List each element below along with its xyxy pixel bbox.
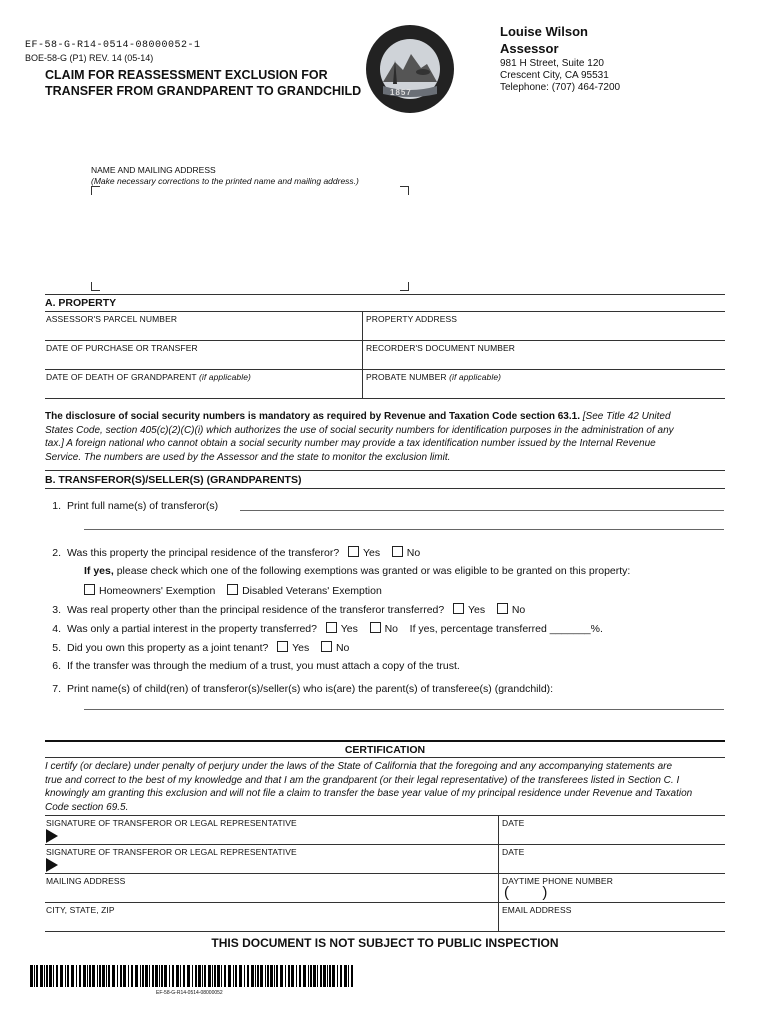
divider: [45, 398, 725, 399]
form-title-line2: TRANSFER FROM GRANDPARENT TO GRANDCHILD: [45, 84, 362, 98]
question-7: 7. Print name(s) of child(ren) of transferor(s)/seller(s) who is(are) the parent(s) of transferee(s) (grandchild):: [52, 683, 554, 695]
probate-number-label: PROBATE NUMBER (if applicable): [366, 372, 502, 382]
barcode-bar: [303, 965, 306, 987]
barcode-bar: [108, 965, 110, 987]
barcode-bar: [221, 965, 222, 987]
homeowners-exemption-checkbox[interactable]: [84, 584, 95, 595]
mailing-address-label: NAME AND MAILING ADDRESS: [91, 165, 216, 175]
barcode-bar: [344, 965, 347, 987]
barcode-bar: [198, 965, 201, 987]
question-5: 5. Did you own this property as a joint tenant? Yes No: [52, 642, 350, 654]
ssn-disclosure: The disclosure of social security numbers is mandatory as required by Revenue and Taxation Code section 63.1. [See Title 42 United States Code, section 405(c)(2)(C)(i) which authorizes the use of social security numbers for identification purposes in the administration of any tax.] A foreign national who cannot obtain a social security number may provide a tax identification number issued by the Internal Revenue Service. The numbers are used by the Assessor and the state to monitor the exclusion limit.: [45, 411, 674, 463]
barcode-bar: [36, 965, 38, 987]
date-2-label: DATE: [502, 847, 525, 857]
barcode-bar: [46, 965, 48, 987]
transferor-name-line-2[interactable]: [84, 529, 724, 530]
barcode-bar: [255, 965, 256, 987]
date-2-field[interactable]: [502, 858, 722, 872]
barcode-bar: [79, 965, 81, 987]
barcode-bar: [76, 965, 77, 987]
probate-number-field[interactable]: [366, 383, 722, 397]
barcode-bar: [239, 965, 242, 987]
barcode-bar: [183, 965, 185, 987]
mailing-corner-bl: [91, 282, 100, 291]
barcode-bar: [332, 965, 335, 987]
mailing-corner-tr: [400, 186, 409, 195]
barcode-bar: [149, 965, 150, 987]
barcode-bar: [176, 965, 179, 987]
disabled-veterans-exemption-checkbox[interactable]: [227, 584, 238, 595]
barcode-bar: [267, 965, 269, 987]
section-b-title: B. TRANSFEROR(S)/SELLER(S) (GRANDPARENTS): [45, 474, 302, 486]
barcode-bar: [313, 965, 316, 987]
barcode-bar: [34, 965, 35, 987]
assessor-address-line1: 981 H Street, Suite 120: [500, 58, 604, 69]
city-state-zip-label: CITY, STATE, ZIP: [46, 905, 115, 915]
email-address-label: EMAIL ADDRESS: [502, 905, 572, 915]
q3-no-checkbox[interactable]: [497, 603, 508, 614]
barcode-bar: [247, 965, 249, 987]
barcode-bar: [60, 965, 63, 987]
barcode-bar: [102, 965, 105, 987]
barcode-bar: [329, 965, 331, 987]
form-title-line1: CLAIM FOR REASSESSMENT EXCLUSION FOR: [45, 68, 328, 82]
question-2-exemptions: Homeowners' Exemption Disabled Veterans' Exemption: [84, 584, 382, 597]
q5-yes-checkbox[interactable]: [277, 641, 288, 652]
barcode-bar: [152, 965, 154, 987]
barcode-bar: [296, 965, 297, 987]
barcode-bar: [67, 965, 69, 987]
barcode-bar: [92, 965, 95, 987]
barcode: [30, 965, 356, 987]
barcode-bar: [40, 965, 43, 987]
divider: [45, 340, 725, 341]
question-2: 2. Was this property the principal residence of the transferor? Yes No: [52, 547, 421, 559]
q4-percentage-transferred[interactable]: If yes, percentage transferred _______%.: [409, 623, 603, 635]
date-of-death-label: DATE OF DEATH OF GRANDPARENT (if applicable): [46, 372, 251, 382]
date-of-death-field[interactable]: [46, 383, 360, 397]
barcode-bar: [30, 965, 33, 987]
barcode-bar: [265, 965, 266, 987]
barcode-bar: [327, 965, 328, 987]
assessor-phone: Telephone: (707) 464-7200: [500, 82, 621, 93]
section-a-title: A. PROPERTY: [45, 297, 117, 309]
barcode-bar: [224, 965, 226, 987]
barcode-bar: [251, 965, 254, 987]
barcode-bar: [120, 965, 122, 987]
barcode-bar: [288, 965, 290, 987]
barcode-bar: [71, 965, 74, 987]
barcode-bar: [44, 965, 45, 987]
barcode-bar: [308, 965, 309, 987]
barcode-bar: [192, 965, 193, 987]
barcode-bar: [257, 965, 259, 987]
city-state-zip-field[interactable]: [46, 916, 494, 930]
signature-2-label: SIGNATURE OF TRANSFEROR OR LEGAL REPRESENTATIVE: [46, 847, 297, 857]
public-inspection-notice: THIS DOCUMENT IS NOT SUBJECT TO PUBLIC INSPECTION: [211, 936, 559, 950]
q4-yes-checkbox[interactable]: [326, 622, 337, 633]
barcode-bar: [244, 965, 245, 987]
daytime-phone-field[interactable]: ( ): [504, 884, 548, 901]
form-revision: BOE-58-G (P1) REV. 14 (05-14): [25, 53, 154, 63]
barcode-bar: [155, 965, 158, 987]
barcode-bar: [164, 965, 167, 987]
barcode-bar: [49, 965, 52, 987]
assessor-title: Assessor: [500, 41, 559, 56]
email-address-field[interactable]: [502, 916, 722, 930]
question-4: 4. Was only a partial interest in the property transferred? Yes No If yes, percentage transferred _______%.: [52, 623, 603, 635]
barcode-bar: [140, 965, 141, 987]
barcode-bar: [87, 965, 88, 987]
barcode-bar: [323, 965, 326, 987]
purchase-date-label: DATE OF PURCHASE OR TRANSFER: [46, 343, 198, 353]
barcode-bar: [270, 965, 273, 987]
q4-no-checkbox[interactable]: [370, 622, 381, 633]
purchase-date-field[interactable]: [46, 354, 360, 368]
transferor-name-line[interactable]: [240, 510, 724, 511]
barcode-bar: [317, 965, 318, 987]
question-3: 3. Was real property other than the principal residence of the transferor transferred? Yes No: [52, 604, 526, 616]
barcode-bar: [260, 965, 263, 987]
divider: [362, 311, 363, 398]
q5-no-checkbox[interactable]: [321, 641, 332, 652]
barcode-bar: [187, 965, 190, 987]
divider: [45, 815, 725, 816]
barcode-bar: [285, 965, 286, 987]
barcode-bar: [56, 965, 58, 987]
barcode-bar: [172, 965, 174, 987]
barcode-bar: [106, 965, 107, 987]
county-seal: [365, 24, 455, 114]
barcode-bar: [228, 965, 231, 987]
divider: [45, 488, 725, 489]
divider: [45, 470, 725, 471]
barcode-bar: [142, 965, 144, 987]
mailing-address-field[interactable]: [95, 192, 395, 278]
assessor-address-line2: Crescent City, CA 95531: [500, 70, 609, 81]
barcode-bar: [195, 965, 197, 987]
divider: [45, 740, 725, 742]
question-1: 1. Print full name(s) of transferor(s): [52, 500, 219, 512]
mailing-corner-br: [400, 282, 409, 291]
divider: [45, 902, 725, 903]
divider: [45, 311, 725, 312]
recorder-doc-number-label: RECORDER'S DOCUMENT NUMBER: [366, 343, 516, 353]
recorder-doc-number-field[interactable]: [366, 354, 722, 368]
divider: [45, 757, 725, 758]
property-address-label: PROPERTY ADDRESS: [366, 314, 458, 324]
divider: [45, 931, 725, 932]
barcode-bar: [159, 965, 160, 987]
question-2-ifyes: If yes, please check which one of the following exemptions was granted or was eligible to be granted on this property:: [84, 565, 631, 577]
barcode-bar: [217, 965, 220, 987]
barcode-bar: [214, 965, 216, 987]
certification-title: CERTIFICATION: [344, 744, 426, 756]
parcel-number-label: ASSESSOR'S PARCEL NUMBER: [46, 314, 178, 324]
barcode-bar: [351, 965, 353, 987]
signature-2-field[interactable]: [62, 858, 494, 872]
parcel-number-field[interactable]: [46, 325, 360, 339]
divider: [45, 294, 725, 295]
barcode-bar: [233, 965, 234, 987]
barcode-bar: [99, 965, 101, 987]
barcode-bar: [53, 965, 54, 987]
barcode-bar: [276, 965, 278, 987]
barcode-bar: [123, 965, 126, 987]
question-6: 6. If the transfer was through the medium of a trust, you must attach a copy of the trust.: [52, 660, 460, 672]
barcode-bar: [169, 965, 170, 987]
barcode-bar: [208, 965, 211, 987]
barcode-bar: [320, 965, 322, 987]
barcode-bar: [117, 965, 118, 987]
mailing-address-cert-field[interactable]: [46, 887, 494, 901]
barcode-bar: [97, 965, 98, 987]
mailing-address-note: (Make necessary corrections to the printed name and mailing address.): [91, 176, 359, 186]
barcode-bar: [274, 965, 275, 987]
q2-yes-checkbox[interactable]: [348, 546, 359, 557]
daytime-phone-label: DAYTIME PHONE NUMBER: [502, 876, 613, 886]
barcode-bar: [83, 965, 86, 987]
date-1-label: DATE: [502, 818, 525, 828]
divider: [45, 873, 725, 874]
divider: [45, 844, 725, 845]
form-code: EF-58-G-R14-0514-08000052-1: [25, 40, 201, 51]
q2-no-checkbox[interactable]: [392, 546, 403, 557]
barcode-bar: [202, 965, 203, 987]
seal-year: 1857: [390, 88, 412, 97]
barcode-bar: [128, 965, 129, 987]
certification-text: I certify (or declare) under penalty of perjury under the laws of the State of California that the foregoing and any accompanying statements are true and correct to the best of my knowledge and that I am the grandparent (or their legal representative) of the transferees listed in Section C. I knowingly am granting this exclusion and will not file a claim to transfer the base year value of my principal residence under Revenue and Taxation Code section 69.5.: [45, 761, 693, 813]
sign-here-arrow-icon: [46, 829, 58, 843]
barcode-bar: [204, 965, 206, 987]
barcode-bar: [180, 965, 181, 987]
divider: [45, 369, 725, 370]
date-1-field[interactable]: [502, 829, 722, 843]
barcode-bar: [310, 965, 312, 987]
barcode-bar: [161, 965, 163, 987]
signature-1-label: SIGNATURE OF TRANSFEROR OR LEGAL REPRESENTATIVE: [46, 818, 297, 828]
barcode-bar: [145, 965, 148, 987]
barcode-bar: [348, 965, 349, 987]
barcode-bar: [89, 965, 91, 987]
barcode-caption: EF-58-G-R14-0514-08000052: [156, 990, 223, 996]
barcode-bar: [235, 965, 237, 987]
mailing-address-cert-label: MAILING ADDRESS: [46, 876, 126, 886]
barcode-bar: [280, 965, 283, 987]
barcode-bar: [112, 965, 115, 987]
barcode-bar: [212, 965, 213, 987]
barcode-bar: [131, 965, 133, 987]
assessor-name: Louise Wilson: [500, 24, 588, 39]
barcode-bar: [65, 965, 66, 987]
sign-here-arrow-icon: [46, 858, 58, 872]
barcode-bar: [291, 965, 294, 987]
barcode-bar: [337, 965, 338, 987]
barcode-bar: [135, 965, 138, 987]
property-address-field[interactable]: [366, 325, 722, 339]
child-names-line[interactable]: [84, 709, 724, 710]
signature-1-field[interactable]: [62, 829, 494, 843]
q3-yes-checkbox[interactable]: [453, 603, 464, 614]
barcode-bar: [299, 965, 301, 987]
barcode-bar: [340, 965, 342, 987]
